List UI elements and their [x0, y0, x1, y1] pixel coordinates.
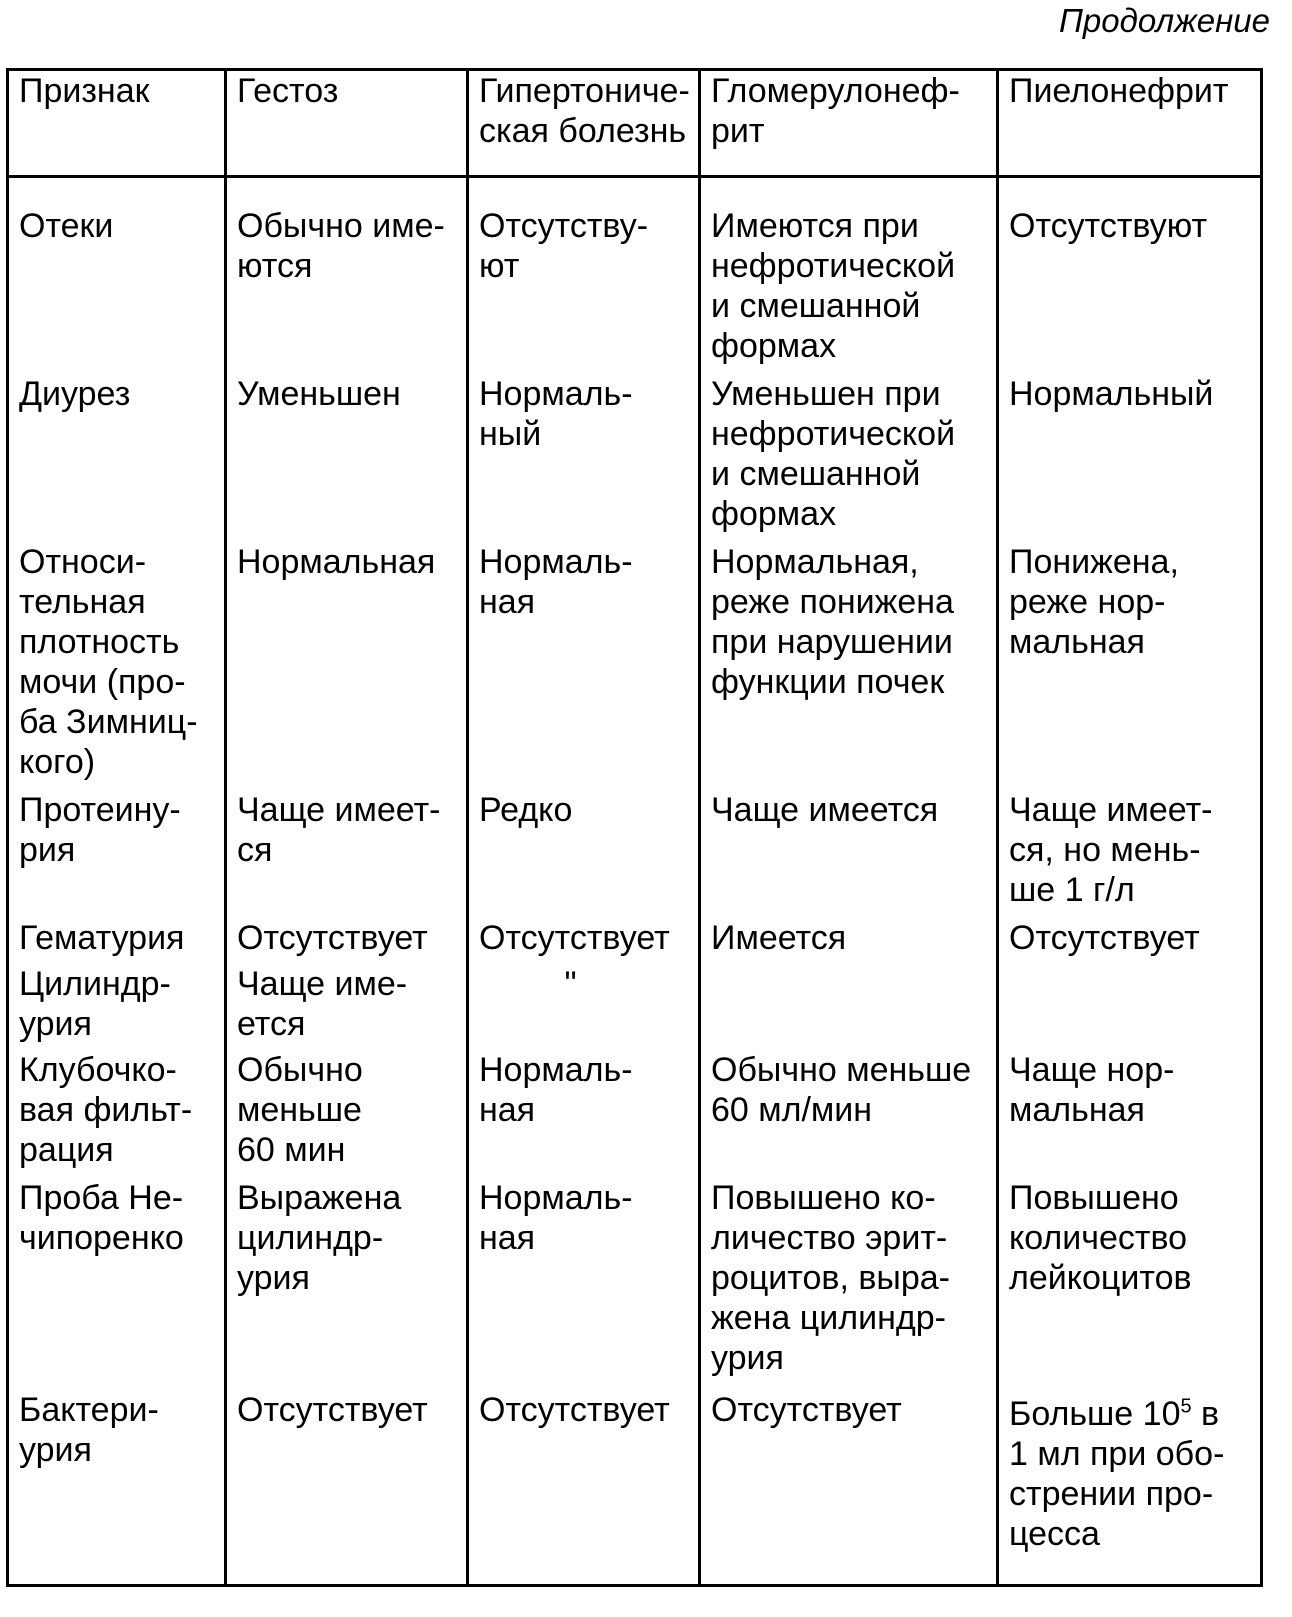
table-cell: Чаще имеет- ся, но мень- ше 1 г/л — [998, 782, 1262, 910]
table-cell: Нормаль- ная — [468, 1044, 700, 1170]
row-label: Цилиндр- урия — [8, 958, 226, 1044]
table-cell: Нормаль- ная — [468, 1170, 700, 1378]
table-cell: Нормаль- ный — [468, 366, 700, 534]
ditto-mark: " — [564, 965, 577, 1003]
column-header-pyelonephritis: Пиелонефрит — [998, 70, 1262, 177]
bacteriuria-value-rest: в 1 мл при обо- стрении про- цесса — [1009, 1395, 1225, 1553]
table-row — [8, 177, 1262, 367]
row-label: Отеки — [8, 177, 226, 367]
row-label: Относи- тельная плотность мочи (про- ба Зимниц- кого) — [8, 534, 226, 782]
table-cell: Понижена, реже нор- мальная — [998, 534, 1262, 782]
table-cell: Отсутствует — [998, 910, 1262, 958]
table-cell: Нормальная — [226, 534, 468, 782]
table-cell: Нормаль- ная — [468, 534, 700, 782]
table-row — [8, 910, 1262, 958]
row-label: Гематурия — [8, 910, 226, 958]
table-cell: Отсутствует — [468, 1378, 700, 1586]
continuation-label: Продолжение — [1058, 2, 1270, 39]
table-cell: Редко — [468, 782, 700, 910]
table-header-row — [8, 70, 1262, 177]
row-label: Бактери- урия — [8, 1378, 226, 1586]
row-label: Диурез — [8, 366, 226, 534]
bacteriuria-value-base: Больше 10 — [1009, 1395, 1181, 1433]
table-cell: Чаще нор- мальная — [998, 1044, 1262, 1170]
table-cell: Нормальная, реже понижена при нарушении функции почек — [700, 534, 998, 782]
table-cell: Выражена цилиндр- урия — [226, 1170, 468, 1378]
row-label: Проба Не- чипоренко — [8, 1170, 226, 1378]
table-row — [8, 534, 1262, 782]
table-cell: Нормальный — [998, 366, 1262, 534]
table-cell: Отсутствует — [700, 1378, 998, 1586]
table-row — [8, 366, 1262, 534]
table-cell — [700, 958, 998, 1044]
bacteriuria-exponent: 5 — [1180, 1395, 1192, 1418]
table-row — [8, 958, 1262, 1044]
table-cell: Отсутствуют — [998, 177, 1262, 367]
column-header-sign: Признак — [8, 70, 226, 177]
table-row — [8, 1170, 1262, 1378]
table-cell: Чаще имеет- ся — [226, 782, 468, 910]
table-cell: Уменьшен — [226, 366, 468, 534]
table-cell: Обычно меньше 60 мин — [226, 1044, 468, 1170]
row-label: Протеину- рия — [8, 782, 226, 910]
table-cell: Отсутствует — [226, 1378, 468, 1586]
table-cell: Имеются при нефротической и смешанной формах — [700, 177, 998, 367]
table-row — [8, 1378, 1262, 1586]
comparison-table — [6, 68, 1263, 1587]
table-cell: Чаще имеется — [700, 782, 998, 910]
column-header-gestosis: Гестоз — [226, 70, 468, 177]
table-cell — [998, 958, 1262, 1044]
table-cell: Обычно име- ются — [226, 177, 468, 367]
table-cell — [468, 958, 700, 1044]
table-cell: Отсутствует — [468, 910, 700, 958]
table-cell: Чаще име- ется — [226, 958, 468, 1044]
table-cell: Обычно меньше 60 мл/мин — [700, 1044, 998, 1170]
row-label: Клубочко- вая фильт- рация — [8, 1044, 226, 1170]
column-header-hypertension: Гипертониче- ская болезнь — [468, 70, 700, 177]
table-cell: Отсутству- ют — [468, 177, 700, 367]
table-cell: Имеется — [700, 910, 998, 958]
table-cell: Повышено ко- личество эрит- роцитов, выра- жена цилиндр- урия — [700, 1170, 998, 1378]
column-header-glomerulonephritis: Гломерулонеф- рит — [700, 70, 998, 177]
table-cell: Отсутствует — [226, 910, 468, 958]
table-cell: Повышено количество лейкоцитов — [998, 1170, 1262, 1378]
table-row — [8, 1044, 1262, 1170]
table-cell: Уменьшен при нефротической и смешанной формах — [700, 366, 998, 534]
table-cell-bacteriuria-pyelonephritis — [998, 1378, 1262, 1586]
table-row — [8, 782, 1262, 910]
